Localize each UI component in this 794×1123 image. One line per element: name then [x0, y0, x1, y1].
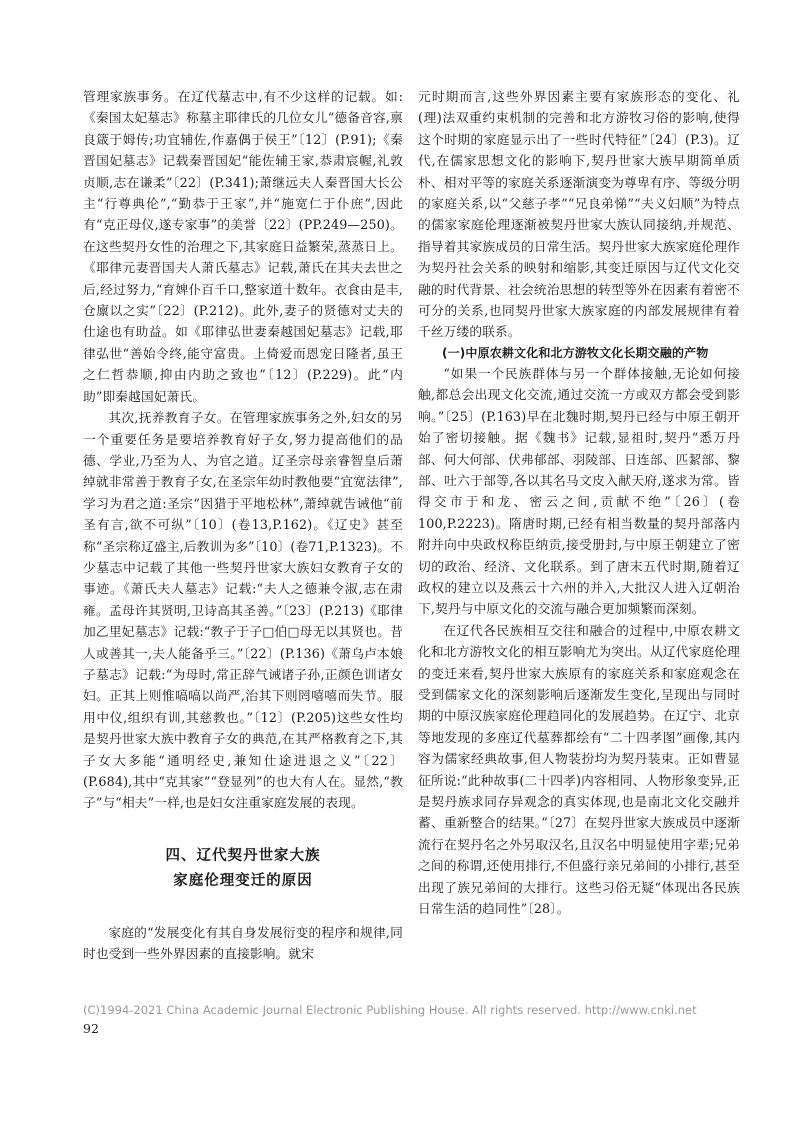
subsection-heading: (一)中原农耕文化和北方游牧文化长期交融的产物 [442, 345, 709, 360]
left-column [83, 86, 403, 965]
body-paragraph: “如果一个民族群体与另一个群体接触,无论如何接触,都总会出现文化交流,通过交流一方或双方都会受到影响。”〔25〕(P.163)早在北魏时期,契丹已经与中原王朝开始了密切接触。据《魏书》记载,显祖时,契丹“悉万丹部、何大何部、伏弗郁部、羽陵部、日连部、匹絜部、黎部、吐六于部等,各以其名马文皮入献天府,遂求为常。皆得交市于和龙、密云之间,贡献不绝”〔26〕(卷100,P.2223)。隋唐时期,已经有相当数量的契丹部落内附并向中央政权称臣纳贡,接受册封,与中原王朝建立了密切的政治、经济、文化联系。到了唐末五代时期,随着辽政权的建立以及燕云十六州的并入,大批汉人进入辽朝治下,契丹与中原文化的交流与融合更加频繁而深刻。 [418, 365, 740, 617]
body-paragraph: 管理家族事务。在辽代墓志中,有不少这样的记载。如:《秦国太妃墓志》称墓主耶律氏的几位女儿“德备音容,禀良箴于姆传;功宜辅佐,作嘉偶于侯王”〔12〕(P.91);《秦晋国妃墓志》记载秦晋国妃“能佐辅王家,恭肃宸幄,礼敦贞顺,志在谦柔”〔22〕(P.341);萧继远夫人秦晋国大长公主“行尊典伦”,“勤恭于王家”,并“施宽仁于仆庶”,因此有“克正母仪,遂专家事”的美誉〔22〕(PP.249—250)。在这些契丹女性的治理之下,其家庭日益繁荣,蒸蒸日上。《耶律元妻晋国夫人萧氏墓志》记载,萧氏在其夫去世之后,经过努力,“育婢仆百千口,整家道十数年。衣食由是丰,仓廪以之实”〔22〕(P.212)。此外,妻子的贤德对丈夫的仕途也有助益。如《耶律弘世妻秦越国妃墓志》记载,耶律弘世“善始令终,能守富贵。上倚爱而恩宠日隆者,虽王之仁哲恭顺,抑由内助之致也”〔12〕(P.229)。此“内助”即秦越国妃萧氏。 [83, 89, 403, 404]
section-heading-line: 家庭伦理变迁的原因 [173, 872, 313, 889]
body-paragraph: 家庭的“发展变化有其自身发展衍变的程序和规律,同时也受到一些外界因素的直接影响。就宋 [83, 924, 403, 962]
section-heading-line: 四、辽代契丹世家大族 [165, 847, 321, 864]
body-paragraph: 元时期而言,这些外界因素主要有家族形态的变化、礼(理)法双重约束机制的完善和北方游牧习俗的影响,使得这个时期的家庭显示出了一些时代特征”〔24〕(P.3)。辽代,在儒家思想文化的影响下,契丹世家大族早期简单质朴、相对平等的家庭关系逐渐演变为尊卑有序、等级分明的家庭关系,以“父慈子孝”“兄良弟悌”“夫义妇顺”为特点的儒家家庭伦理逐渐被契丹世家大族认同接纳,并规范、指导着其家族成员的日常生活。契丹世家大族家庭伦理作为契丹社会关系的映射和缩影,其变迁原因与辽代文化交融的时代背景、社会统治思想的转型等外在因素有着密不可分的关系,也同契丹世家大族家庭的内部发展规律有着千丝万缕的联系。 [418, 89, 740, 340]
page-number: 92 [83, 1021, 99, 1036]
body-paragraph: 其次,抚养教育子女。在管理家族事务之外,妇女的另一个重要任务是要培养教育好子女,努力提高他们的品德、学业,乃至为人、为官之道。辽圣宗母亲睿智皇后萧绰就非常善于教育子女,在圣宗年幼时教他要“宜宽法律”,学习为君之道:圣宗“因猎于平地松林”,萧绰就告诫他“前圣有言,欲不可纵”〔10〕(卷13,P.162)。《辽史》甚至称“圣宗称辽盛主,后教训为多”〔10〕(卷71,P.1323)。不少墓志中记载了其他一些契丹世家大族妇女教育子女的事迹。《萧氏夫人墓志》记载:“夫人之德兼令淑,志在肃雍。孟母许其贤明,卫诗高其圣善。”〔23〕(P.213)《耶律加乙里妃墓志》记载:“教子于子□伯□母无以其贤也。昔人或善其一,夫人能备乎三。”〔22〕(P.136)《萧乌卢本娘子墓志》记载:“为母时,常正辞气诫诸子孙,正颜色训诸女妇。正其上则惟嗃嗃以尚严,治其下则罔嘻嘻而失节。服用中仪,组织有训,其慈教也。”〔12〕(P.205)这些女性均是契丹世家大族中教育子女的典范,在其严格教育之下,其子女大多能“通明经史,兼知仕途进退之义”〔22〕(P.684),其中“克其家”“登显列”的也大有人在。显然,“教子”与“相夫”一样,也是妇女注重家庭发展的表现。 [83, 410, 403, 811]
copyright-footer: (C)1994-2021 China Academic Journal Electronic Publishing House. All rights reserved. http://www.cnki.net [83, 1003, 697, 1017]
body-paragraph: 在辽代各民族相互交往和融合的过程中,中原农耕文化和北方游牧文化的相互影响尤为突出。从辽代家庭伦理的变迁来看,契丹世家大族原有的家庭关系和家庭观念在受到儒家文化的深刻影响后逐渐发生变化,呈现出与同时期的中原汉族家庭伦理趋同化的发展趋势。在辽宁、北京等地发现的多座辽代墓葬都绘有“二十四孝图”画像,其内容为儒家经典故事,但人物装扮均为契丹装束。正如曹显征所说:“此种故事(二十四孝)内容相同、人物形象变异,正是契丹族求同存异观念的真实体现,也是南北文化交融并蓄、重新整合的结果。”〔27〕在契丹世家大族成员中逐渐流行在契丹名之外另取汉名,且汉名中明显使用字辈;兄弟之间的称谓,还使用排行,不但盛行亲兄弟间的小排行,甚至出现了族兄弟间的大排行。这些习俗无疑“体现出各民族日常生活的趋同性”〔28〕。 [418, 622, 740, 917]
section-heading [83, 844, 403, 894]
right-column [418, 86, 740, 919]
